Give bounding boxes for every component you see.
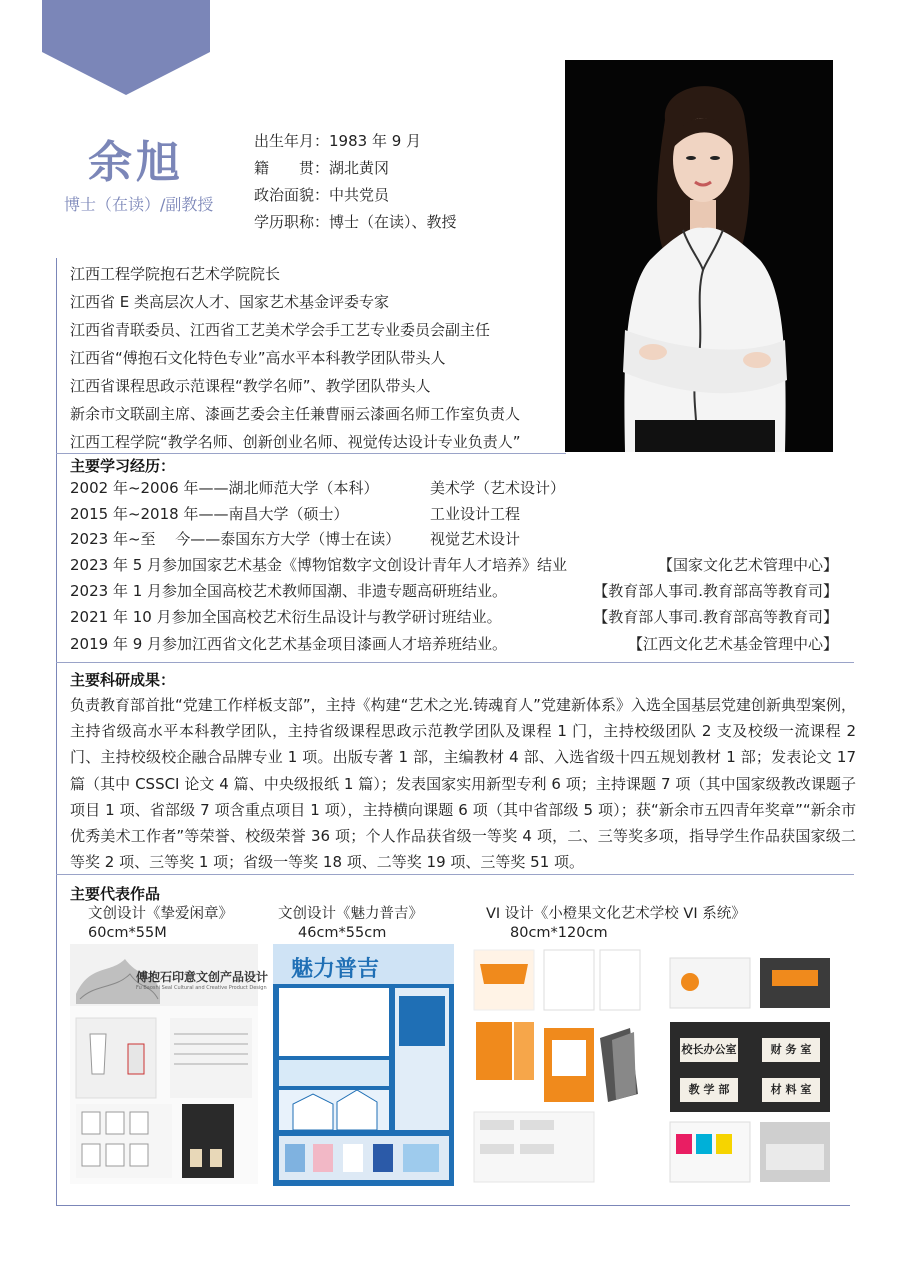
info-row: 出生年月：1983 年 9 月 (254, 132, 422, 150)
education-row: 2023 年~至 今——泰国东方大学（博士在读） 视觉艺术设计 (70, 530, 521, 549)
personal-info (254, 128, 457, 236)
work-image-seal-title: 傅抱石印意文创产品设计 (136, 970, 269, 984)
education-list (70, 476, 566, 553)
research-heading: 主要科研成果： (70, 671, 176, 689)
info-row: 政治面貌：中共党员 (254, 186, 390, 204)
work-image-phuket-title: 魅力普吉 (291, 957, 380, 982)
role-item: 新余市文联副主席、漆画艺委会主任兼曹丽云漆画名师工作室负责人 (70, 405, 521, 423)
sign-materials-room: 材 料 室 (762, 1078, 820, 1102)
role-item: 江西省 E 类高层次人才、国家艺术基金评委专家 (70, 293, 390, 311)
role-item: 江西工程学院抱石艺术学院院长 (70, 265, 281, 283)
training-row: 2021 年 10 月参加全国高校艺术衍生品设计与教学研讨班结业。 【教育部人事司.教育部高等教育司】 (70, 608, 838, 627)
work-caption: 文创设计《挚爱闲章》 60cm*55M (88, 906, 233, 941)
divider (56, 662, 854, 663)
header-banner (42, 0, 210, 95)
training-row: 2023 年 1 月参加全国高校艺术教师国潮、非遗专题高研班结业。 【教育部人事司.教育部高等教育司】 (70, 582, 838, 601)
person-name: 余旭 (88, 137, 184, 188)
bottom-divider (56, 1205, 850, 1206)
sign-teaching-dept: 教 学 部 (680, 1078, 738, 1102)
work-image-vi (470, 944, 835, 1190)
education-row: 2002 年~2006 年——湖北师范大学（本科） 美术学（艺术设计） (70, 479, 566, 497)
work-caption: VI 设计《小橙果文化艺术学校 VI 系统》 80cm*120cm (486, 906, 746, 941)
role-item: 江西工程学院“教学名师、创新创业名师、视觉传达设计专业负责人” (70, 433, 521, 451)
works-heading: 主要代表作品 (70, 885, 161, 903)
divider (56, 874, 854, 875)
portrait-photo (565, 60, 833, 452)
training-row: 2023 年 5 月参加国家艺术基金《博物馆数字文创设计青年人才培养》结业 【国家文化艺术管理中心】 (70, 556, 838, 574)
sign-principal-office: 校长办公室 (680, 1038, 738, 1062)
info-row: 籍 贯：湖北黄冈 (254, 159, 390, 177)
work-image-vi-art (470, 944, 835, 1190)
education-row: 2015 年~2018 年——南昌大学（硕士） 工业设计工程 (70, 504, 521, 523)
education-heading: 主要学习经历： (70, 457, 176, 475)
roles-list (70, 260, 521, 456)
work-image-phuket (273, 944, 454, 1186)
info-row: 学历职称：博士（在读）、教授 (254, 213, 457, 231)
training-list (70, 552, 838, 657)
research-text: 负责教育部首批“党建工作样板支部”，主持《构建“艺术之光.铸魂育人”党建新体系》入选全国基层党建创新典型案例，主持省级高水平本科教学团队，主持省级课程思政示范教学团队及课程 1 门，主持校级团队 2 支及校级一流课程 2 门、主持校级校企融合品牌专业 1 项。出版专著 1 部，主编教材 4 部、入选省级十四五规划教材 1 部；发表论文 17 篇（其中 CSSCI 论文 4 篇、中央级报纸 1 篇）；发表国家实用新型专利 6 项；主持课题 7 项（其中国家级教改课题子项目 1 项、省部级 7 项含重点项目 1 项），主持横向课题 6 项（其中省部级 5 项）；获“新余市五四青年奖章”“新余市优秀美术工作者”等荣誉、校级荣誉 36 项；个人作品获省级一等奖 4 项，二、三等奖多项，指导学生作品获国家级二等奖 2 项、三等奖 1 项；省级一等奖 18 项、二等奖 19 项、三等奖 51 项。 (70, 696, 856, 872)
work-image-seal-subtitle: Fu Baoshi Seal Cultural and Creative Product Design (136, 985, 267, 991)
role-item: 江西省课程思政示范课程“教学名师”、教学团队带头人 (70, 377, 431, 395)
sign-finance-office: 财 务 室 (762, 1038, 820, 1062)
work-caption: 文创设计《魅力普吉》 46cm*55cm (278, 906, 423, 941)
person-title: 博士（在读）/副教授 (64, 195, 214, 214)
training-row: 2019 年 9 月参加江西省文化艺术基金项目漆画人才培养班结业。 【江西文化艺术基金管理中心】 (70, 634, 838, 653)
role-item: 江西省“傅抱石文化特色专业”高水平本科教学团队带头人 (70, 349, 446, 367)
divider (56, 453, 566, 454)
work-image-seal (70, 944, 269, 1184)
role-item: 江西省青联委员、江西省工艺美术学会手工艺专业委员会副主任 (70, 321, 491, 339)
content-frame (56, 258, 57, 1206)
